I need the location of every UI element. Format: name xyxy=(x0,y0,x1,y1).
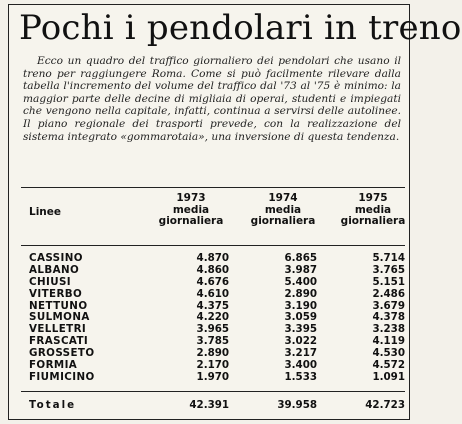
table-row xyxy=(29,359,405,371)
value-1974: 3.395 xyxy=(284,323,318,336)
value-1974: 3.400 xyxy=(284,358,318,371)
line-name: SULMONA xyxy=(29,311,90,324)
line-name: FIUMICINO xyxy=(29,370,95,383)
header-year: 1974 xyxy=(268,192,298,204)
value-1973: 4.870 xyxy=(196,251,230,264)
header-giornaliera: giornaliera xyxy=(158,215,224,227)
header-year: 1975 xyxy=(358,192,388,204)
total-1974: 39.958 xyxy=(277,399,318,411)
value-1974: 6.865 xyxy=(284,251,318,264)
totals-row xyxy=(29,399,405,411)
value-1975: 2.486 xyxy=(372,287,406,300)
line-name: FORMIA xyxy=(29,358,78,371)
value-1973: 4.610 xyxy=(196,287,230,300)
header-year: 1973 xyxy=(176,192,206,204)
value-1974: 3.217 xyxy=(284,347,318,360)
table-row xyxy=(29,300,405,312)
table-row xyxy=(29,288,405,300)
column-header-1975 xyxy=(333,193,413,228)
value-1975: 4.378 xyxy=(372,311,406,324)
header-giornaliera: giornaliera xyxy=(340,215,406,227)
column-header-lines: Linee xyxy=(29,206,62,218)
table-row xyxy=(29,311,405,323)
table-row xyxy=(29,323,405,335)
line-name: VITERBO xyxy=(29,287,83,300)
value-1973: 4.220 xyxy=(196,311,230,324)
table-row xyxy=(29,347,405,359)
column-header-1973 xyxy=(151,193,231,228)
headline: Pochi i pendolari in treno xyxy=(19,8,462,48)
header-media: media xyxy=(354,203,392,216)
table-row xyxy=(29,252,405,264)
value-1975: 4.530 xyxy=(372,347,406,360)
value-1973: 3.965 xyxy=(196,323,230,336)
value-1975: 3.238 xyxy=(372,323,406,336)
line-name: CHIUSI xyxy=(29,275,72,288)
line-name: ALBANO xyxy=(29,263,80,276)
table-body xyxy=(29,252,405,383)
table-top-rule xyxy=(21,187,405,188)
totals-label: Totale xyxy=(29,399,77,411)
value-1975: 3.679 xyxy=(372,299,406,312)
value-1975: 1.091 xyxy=(372,370,406,383)
value-1974: 2.890 xyxy=(284,287,318,300)
value-1974: 3.059 xyxy=(284,311,318,324)
line-name: CASSINO xyxy=(29,251,83,264)
line-name: VELLETRI xyxy=(29,323,87,336)
newspaper-clipping xyxy=(8,4,462,420)
value-1975: 3.765 xyxy=(372,263,406,276)
value-1975: 4.119 xyxy=(372,335,406,348)
column-header-1974 xyxy=(243,193,323,228)
value-1974: 5.400 xyxy=(284,275,318,288)
total-1975: 42.723 xyxy=(365,399,406,411)
table-row xyxy=(29,335,405,347)
line-name: GROSSETO xyxy=(29,347,95,360)
value-1973: 4.676 xyxy=(196,275,230,288)
value-1974: 1.533 xyxy=(284,370,318,383)
header-media: media xyxy=(264,203,302,216)
value-1975: 5.151 xyxy=(372,275,406,288)
totals-top-rule xyxy=(21,391,405,392)
table-row xyxy=(29,264,405,276)
line-name: NETTUNO xyxy=(29,299,88,312)
value-1974: 3.190 xyxy=(284,299,318,312)
value-1973: 2.170 xyxy=(196,358,230,371)
intro-text: Ecco un quadro del traffico giornaliero dei pendolari che usano il treno per raggiungere Roma. Come si può facilmente rilevare dalla tabella l'incremento del volume del traffico dal '73 al '75 è minimo: la maggior parte delle decine di migliaia di operai, studenti e impiegati che vengono nella capitale, infatti, continua a servirsi delle autolinee. Il piano regionale dei trasporti prevede, con la realizzazione del sistema integrato «gommarotaia», una inversione di questa tendenza. xyxy=(23,55,401,143)
value-1975: 5.714 xyxy=(372,251,406,264)
commuter-table xyxy=(21,185,405,417)
total-1973: 42.391 xyxy=(189,399,230,411)
value-1973: 4.860 xyxy=(196,263,230,276)
value-1973: 2.890 xyxy=(196,347,230,360)
value-1973: 3.785 xyxy=(196,335,230,348)
table-row xyxy=(29,371,405,383)
value-1973: 1.970 xyxy=(196,370,230,383)
line-name: FRASCATI xyxy=(29,335,89,348)
intro-paragraph xyxy=(23,55,401,143)
header-giornaliera: giornaliera xyxy=(250,215,316,227)
value-1973: 4.375 xyxy=(196,299,230,312)
value-1974: 3.987 xyxy=(284,263,318,276)
table-row xyxy=(29,276,405,288)
value-1974: 3.022 xyxy=(284,335,318,348)
header-media: media xyxy=(172,203,210,216)
header-bottom-rule xyxy=(21,245,405,246)
value-1975: 4.572 xyxy=(372,358,406,371)
